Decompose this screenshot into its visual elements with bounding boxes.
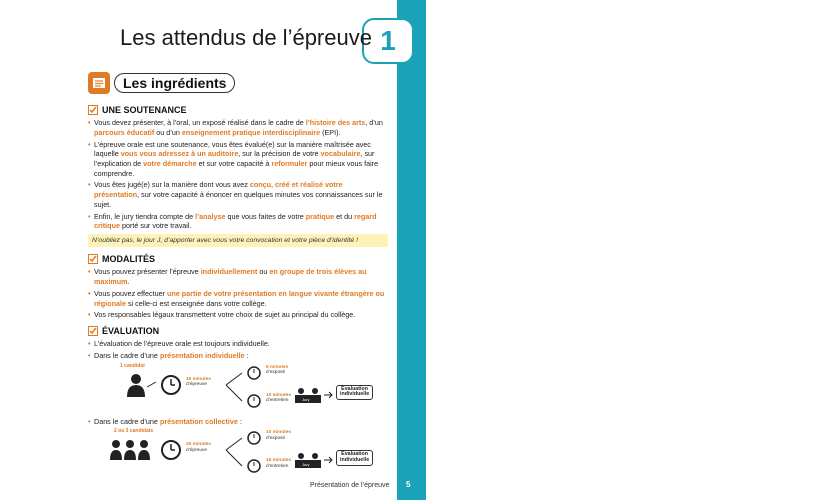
clock-icon — [246, 430, 262, 446]
modalites-paragraph: • Vos responsables légaux transmettent votre choix de sujet au principal du collège. — [88, 310, 356, 320]
clock-icon — [158, 438, 184, 462]
evaluation-heading: ÉVALUATION — [88, 325, 388, 337]
total-duration: 15 minutes d’épreuve — [186, 376, 212, 387]
main-content — [88, 104, 388, 482]
evaluation-paragraph: • Dans le cadre d’une présentation individuelle : — [88, 350, 249, 360]
modalites-paragraph: • Vous pouvez effectuer une partie de votre présentation en langue vivante étrangère ou régionale si celle-ci est enseignée dans votre collège. — [88, 288, 385, 308]
total-duration: 25 minutes d’épreuve — [186, 442, 212, 453]
collective-diagram — [88, 428, 388, 478]
section-title: Les ingrédients — [114, 73, 235, 93]
checkbox-icon — [88, 254, 98, 264]
jury-label: Jury — [302, 396, 310, 402]
individual-diagram — [88, 363, 388, 413]
chapter-number-badge: 1 — [362, 18, 414, 64]
clock-icon — [246, 458, 262, 474]
split-arrows — [226, 363, 246, 413]
split-arrows — [226, 428, 246, 478]
section-header — [88, 72, 238, 94]
clock-icon — [246, 393, 262, 409]
list-icon — [88, 72, 110, 94]
modalites-paragraph: • Vous pouvez présenter l’épreuve individuellement ou en groupe de trois élèves au maximum. — [88, 267, 367, 287]
clock-icon — [246, 365, 262, 381]
sidebar-title: ORAL – PRÉSENTATION DE L’ÉPREUVE — [803, 154, 815, 362]
chapter-sidebar — [397, 0, 815, 500]
arrow-icon — [324, 391, 334, 399]
candidate-count: 2 ou 3 candidats — [114, 428, 154, 435]
expose-duration: 5 minutes d’exposé — [266, 364, 289, 375]
evaluation-box: Évaluation individuelle — [336, 450, 373, 466]
modalites-heading: MODALITÉS — [88, 253, 388, 265]
arrow-icon — [324, 456, 334, 464]
reminder-note: N’oubliez pas, le jour J, d’apporter avec vous votre convocation et votre pièce d’identité ! — [88, 234, 388, 247]
page-number: 5 — [406, 480, 411, 489]
checkbox-icon — [88, 326, 98, 336]
clock-icon — [158, 373, 184, 397]
entretien-duration: 15 minutes d’entretien — [266, 458, 292, 469]
soutenance-paragraph: • Enfin, le jury tiendra compte de l’analyse que vous faites de votre pratique et du regard critique porté sur votre travail. — [88, 211, 377, 231]
soutenance-heading: UNE SOUTENANCE — [88, 104, 388, 116]
evaluation-box: Évaluation individuelle — [336, 385, 373, 401]
person-icon — [116, 373, 156, 397]
candidate-count: 1 candidat — [120, 362, 145, 369]
checkbox-icon — [88, 105, 98, 115]
group-icon — [108, 438, 154, 462]
entretien-duration: 10 minutes d’entretien — [266, 392, 292, 403]
soutenance-paragraph: • Vous êtes jugé(e) sur la manière dont vous avez conçu, créé et réalisé votre présentation, sur votre capacité à énoncer en quelques minutes vos connaissances sur le sujet. — [88, 180, 383, 209]
soutenance-paragraph: • L’épreuve orale est une soutenance, vous êtes évalué(e) sur la manière maîtrisée avec laquelle vous vous adressez à un auditoire, sur la précision de votre vocabulaire, sur l’explication de votre démarche et sur votre capacité à reformuler pour mieux vous faire comprendre. — [88, 139, 379, 178]
jury-label: Jury — [302, 462, 310, 468]
evaluation-paragraph: • Dans le cadre d’une présentation collective : — [88, 416, 242, 426]
page-title: Les attendus de l’épreuve — [120, 25, 372, 50]
expose-duration: 10 minutes d’exposé — [266, 430, 292, 441]
soutenance-paragraph: • Vous devez présenter, à l’oral, un exposé réalisé dans le cadre de l’histoire des arts, d’un parcours éducatif ou d’un enseignement pratique interdisciplinaire (EPI). — [88, 118, 383, 137]
footer-text: Présentation de l’épreuve — [310, 482, 390, 489]
evaluation-paragraph: • L’évaluation de l’épreuve orale est toujours individuelle. — [88, 339, 270, 349]
